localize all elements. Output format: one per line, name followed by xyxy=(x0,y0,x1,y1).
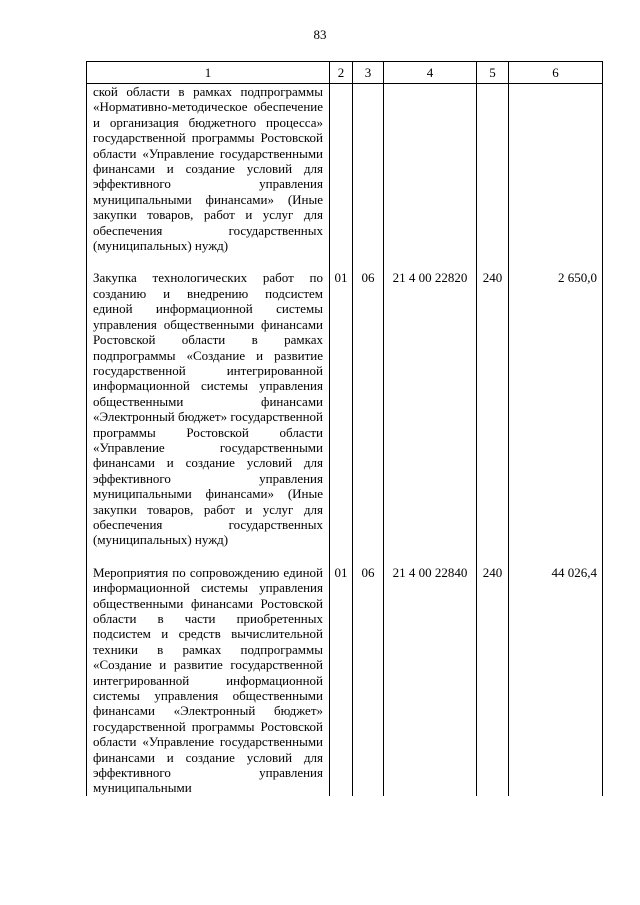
table-row xyxy=(87,84,603,254)
table-row xyxy=(87,565,603,796)
row-col-3 xyxy=(353,84,384,254)
header-col-4: 4 xyxy=(384,62,477,84)
table-header-row xyxy=(87,62,603,84)
row-col-2: 01 xyxy=(330,270,353,547)
row-col-4: 21 4 00 22840 xyxy=(384,565,477,796)
row-col-4: 21 4 00 22820 xyxy=(384,270,477,547)
row-col-6 xyxy=(509,84,603,254)
row-col-5 xyxy=(477,84,509,254)
header-col-1: 1 xyxy=(87,62,330,84)
budget-table xyxy=(86,61,603,796)
row-col-5: 240 xyxy=(477,565,509,796)
header-col-2: 2 xyxy=(330,62,353,84)
row-spacer xyxy=(87,548,603,565)
row-col-5: 240 xyxy=(477,270,509,547)
row-col-6: 44 026,4 xyxy=(509,565,603,796)
row-description: Мероприятия по сопровождению единой информационной системы управления общественными финансами Ростовской области в части приобретенных подсистем и средств вычислительной техники в рамках подпрограммы «Создание и развитие государственной интегрированной информационной системы управления общественными финансами «Электронный бюджет» государственной программы Ростовской области «Управление государственными финансами и создание условий для эффективного управления муниципальными xyxy=(87,565,330,796)
row-col-3: 06 xyxy=(353,565,384,796)
page-number: 83 xyxy=(313,27,327,42)
row-col-3: 06 xyxy=(353,270,384,547)
row-spacer xyxy=(87,253,603,270)
row-description: ской области в рамках подпрограммы «Нормативно-методическое обеспечение и организация бюджетного процесса» государственной программы Ростовской области «Управление государственными финансами и создание условий для эффективного управления муниципальными финансами» (Иные закупки товаров, работ и услуг для обеспечения государственных (муниципальных) нужд) xyxy=(87,84,330,254)
header-col-3: 3 xyxy=(353,62,384,84)
table-row xyxy=(87,270,603,547)
row-col-2: 01 xyxy=(330,565,353,796)
row-col-4 xyxy=(384,84,477,254)
header-col-5: 5 xyxy=(477,62,509,84)
row-col-2 xyxy=(330,84,353,254)
row-description: Закупка технологических работ по созданию и внедрению подсистем единой информационной системы управления общественными финансами Ростовской области в рамках подпрограммы «Создание и развитие государственной интегрированной информационной системы управления общественными финансами «Электронный бюджет» государственной программы Ростовской области «Управление государственными финансами и создание условий для эффективного управления муниципальными финансами» (Иные закупки товаров, работ и услуг для обеспечения государственных (муниципальных) нужд) xyxy=(87,270,330,547)
header-col-6: 6 xyxy=(509,62,603,84)
row-col-6: 2 650,0 xyxy=(509,270,603,547)
